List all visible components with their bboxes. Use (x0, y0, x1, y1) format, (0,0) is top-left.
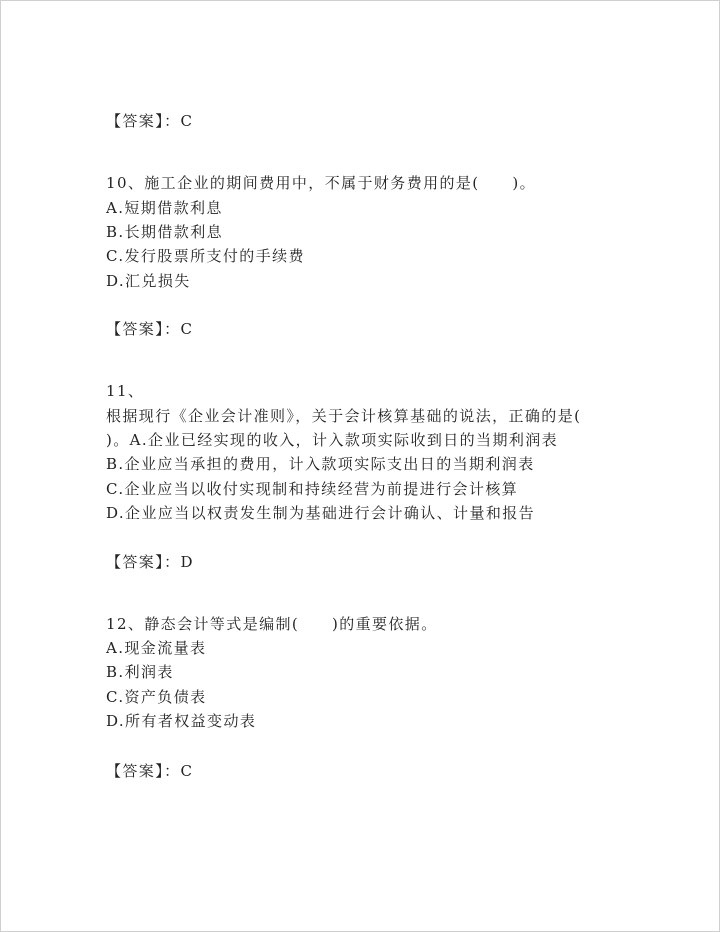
question-12-option-a: A.现金流量表 (106, 639, 207, 657)
question-11-option-c: C.企业应当以收付实现制和持续经营为前提进行会计核算 (106, 480, 519, 498)
question-10-answer: 【答案】：C (106, 320, 194, 338)
question-11-answer: 【答案】：D (106, 553, 194, 571)
question-11-option-d: D.企业应当以权责发生制为基础进行会计确认、计量和报告 (106, 504, 536, 522)
question-10-option-d: D.汇兑损失 (106, 272, 191, 290)
question-11-stem-line2: )。A.企业已经实现的收入，计入款项实际收到日的当期利润表 (106, 431, 559, 449)
question-12-option-b: B.利润表 (106, 663, 174, 681)
question-11-number: 11、 (106, 382, 145, 400)
question-12-stem: 12、静态会计等式是编制( )的重要依据。 (106, 615, 438, 633)
question-10-option-c: C.发行股票所支付的手续费 (106, 247, 305, 265)
question-10-option-b: B.长期借款利息 (106, 223, 223, 241)
question-11-option-b: B.企业应当承担的费用，计入款项实际支出日的当期利润表 (106, 455, 535, 473)
question-10-option-a: A.短期借款利息 (106, 199, 223, 217)
answer-label: 【答案】：C (106, 112, 194, 130)
question-12-option-d: D.所有者权益变动表 (106, 712, 257, 730)
question-12-answer: 【答案】：C (106, 762, 194, 780)
question-10-stem: 10、施工企业的期间费用中，不属于财务费用的是( )。 (106, 174, 536, 192)
question-12-option-c: C.资产负债表 (106, 688, 207, 706)
question-11-stem-line1: 根据现行《企业会计准则》，关于会计核算基础的说法，正确的是( (106, 407, 582, 425)
